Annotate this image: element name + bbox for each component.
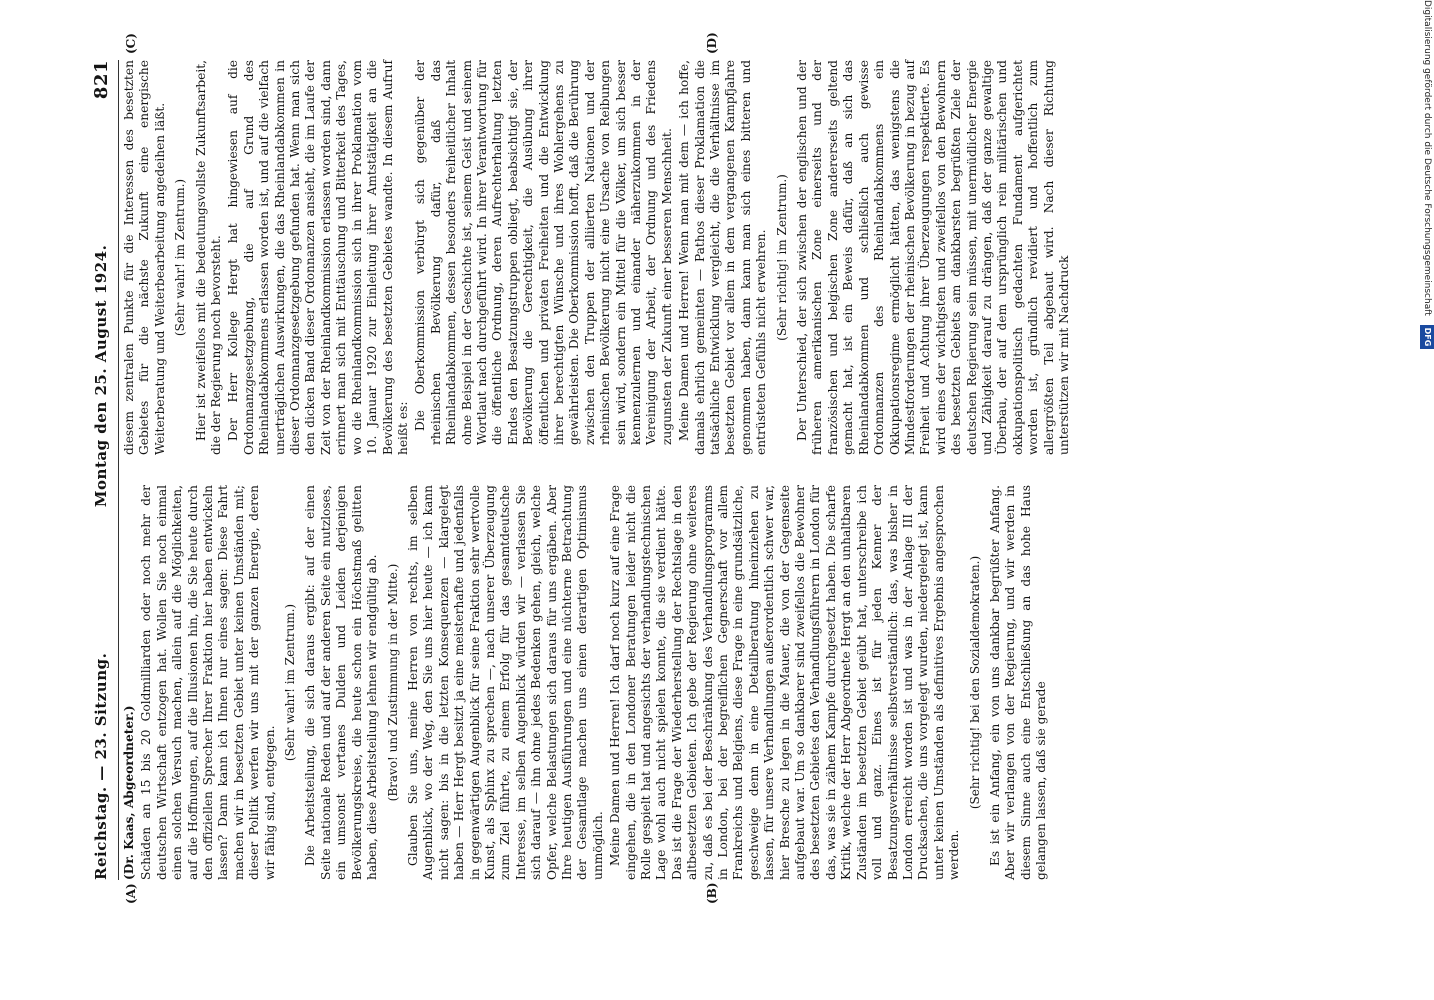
interjection: (Bravo! und Zustimmung in der Mitte.) — [385, 563, 400, 802]
paragraph: Meine Damen und Herren! Ich darf noch kurz auf eine Frage eingehen, die in den Londoner Beratungen leider nicht die Rolle gespielt hat und angesichts der verhandlungstechnischen Lage wohl auch nicht spielen konnte, die sie verdient hätte. Das ist die Frage der Wiederherstellung der Rechtslage in den altbesetzten Gebieten. Ich gebe der Regierung ohne weiteres zu, daß es bei der Beschränkung des Verhandlungsprogramms in London, bei der begreiflichen Gegnerschaft vor allem Frankreichs und Belgiens, diese Frage in eine grundsätzliche, geschweige denn in eine Detailberatung hineinziehen zu lassen, für unsere Verhandlungen außerordentlich schwer war, hier Bresche zu legen in die Mauer, die von der Gegenseite aufgebaut war. Um so dankbarer sind zweifellos die Bewohner des besetzten Gebietes den Verhandlungsführern in London für das, was sie in zähem Kampfe durchgesetzt haben. Die scharfe Kritik, welche der Herr Abgeordnete Hergt an den unhaltbaren Zuständen im besetzten Gebiet geübt hat, unterschreibe ich voll und ganz. Eines ist für jeden Kenner der Besatzungsverhältnisse selbstverständlich: das, was bisher in London erreicht worden ist und was in der Anlage III der Drucksachen, die uns vorgelegt wurden, niedergelegt ist, kann unter keinen Umständen als definitives Ergebnis angesprochen werden. — [608, 485, 962, 880]
interjection: (Sehr richtig! im Zentrum.) — [774, 174, 789, 341]
interjection: (Sehr richtig! bei den Sozialdemokraten.) — [967, 555, 982, 810]
paragraph: diesem zentralen Punkte für die Interessen des besetzten Gebietes für die nächste Zukunft eine energische Weiterberatung und Weiterbearbeitung angedeihen läßt. — [122, 60, 167, 455]
paragraph: Der Herr Kollege Hergt hat hingewiesen auf die Ordonnanzgesetzgebung, die auf Grund des Rheinlandabkommens erlassen worden ist, und auf die vielfach unerträglichen Auswirkungen, die das Rheinlandabkommen in dieser Ordonnanzgesetzgebung gefunden hat. Wenn man sich den dicken Band dieser Ordonnanzen ansieht, die im Laufe der Zeit von der Rheinlandkommission erlassen worden sind, dann erinnert man sich mit Enttäuschung und Bitterkeit des Tages, wo die Rheinlandkommission sich in ihrer Proklamation vom 10. Januar 1920 zur Einleitung ihrer Amtstätigkeit an die Bevölkerung des besetzten Gebietes wandte. In diesem Aufruf heißt es: — [226, 60, 410, 455]
paragraph: Es ist ein Anfang, ein von uns dankbar begrüßter Anfang. Aber wir verlangen von der Regierung, und wir werden in diesem Sinne auch eine Entschließung an das hohe Haus gelangen lassen, daß sie gerade — [987, 485, 1049, 880]
paragraph: Meine Damen und Herren! Wenn man mit dem — ich hoffe, damals ehrlich gemeinten — Pathos dieser Proklamation die tatsächliche Entwicklung vergleicht, die die Verhältnisse im besetzten Gebiet vor allem in dem vergangenen Kampfjahre genommen haben, dann kann man sich eines bitteren und entrüsteten Gefühls nicht erwehren. — [677, 60, 769, 455]
page-header — [86, 60, 116, 880]
quoted-proclamation: Die Oberkommission verbürgt sich gegenüber der rheinischen Bevölkerung dafür, daß das Rheinlandabkommen, dessen besonders freiheitlicher Inhalt ohne Beispiel in der Geschichte ist, seinem Geist und seinem Wortlaut nach durchgeführt wird. In ihrer Verantwortung für die öffentliche Ordnung, deren Aufrechterhaltung letzten Endes den Besatzungstruppen obliegt, beabsichtigt sie, der Bevölkerung die Gerechtigkeit, die Ausübung ihrer öffentlichen und privaten Freiheiten und die Entwicklung ihrer berechtigten Wünsche und ihres Wohlergehens zu gewährleisten. Die Oberkommission hofft, daß die Berührung zwischen den Truppen der alliierten Nationen und der rheinischen Bevölkerung nicht eine Ursache von Reibungen sein wird, sondern ein Mittel für die Völker, um sich besser kennenzulernen und einander näherzukommen in der Vereinigung der Arbeit, der Ordnung und des Friedens zugunsten der Zukunft einer besseren Menschheit. — [413, 60, 674, 445]
margin-marker-b: (B) — [705, 882, 719, 904]
header-date: Montag den 25. August 1924. — [92, 244, 110, 508]
paragraph: Der Unterschied, der sich zwischen der englischen und der früheren amerikanischen Zone einerseits und der französischen und belgischen Zone andererseits geltend gemacht hat, ist ein Beweis dafür, daß an sich das Rheinlandabkommen und schließlich auch gewisse Ordonnanzen des Rheinlandabkommens ein Okkupationsregime ermöglicht hätten, das wenigstens die Mindestforderungen der rheinischen Bevölkerung in bezug auf Freiheit und Achtung ihrer Überzeugungen respektierte. Es wird eines der wichtigsten und zweifellos von den Bewohnern des besetzten Gebiets am dankbarsten begrüßten Ziele der deutschen Regierung sein müssen, mit unermüdlicher Energie und Zähigkeit darauf zu drängen, daß der ganze gewaltige Überbau, der auf dem ursprünglich rein militärischen und okkupationspolitisch gedachten Fundament aufgerichtet worden ist, gründlich revidiert und hoffentlich zum allergrößten Teil abgebaut wird. Nach dieser Richtung unterstützen wir mit Nachdruck — [795, 60, 1071, 455]
margin-marker-a: (A) — [124, 883, 138, 904]
speaker-label — [122, 485, 137, 880]
left-column — [122, 485, 1052, 880]
margin-marker-d: (D) — [705, 32, 719, 54]
digitization-credit — [1420, 0, 1434, 1000]
paragraph: Hier ist zweifellos mit die bedeutungsvollste Zukunftsarbeit, die der Regierung noch bevorsteht. — [193, 60, 224, 455]
interjection: (Sehr wahr! im Zentrum.) — [173, 178, 188, 337]
dfg-logo: DFG — [1420, 325, 1434, 350]
right-column — [122, 60, 1074, 455]
paragraph: Glauben Sie uns, meine Herren von rechts, im selben Augenblick, wo der Weg, den Sie uns hier heute — ich kann nicht sagen: bis in die letzten Konsequenzen — klargelegt haben — Herr Hergt besitzt ja eine meisterhafte und jedenfalls in gegenwärtigen Augenblick für seine Fraktion sehr wertvolle Kunst, als Sphinx zu sprechen —, nach unserer Überzeugung zum Ziel führte, zu einem Erfolg für das gesamtdeutsche Interesse, im selben Augenblick würden wir — verlassen Sie sich darauf — ihn ohne jedes Bedenken gehen, gleich, welche Opfer, welche Belastungen sich daraus für uns ergäben. Aber Ihre heutigen Ausführungen und eine nüchterne Betrachtung der Gesamtlage machen uns einen derartigen Optimismus unmöglich. — [405, 485, 605, 880]
paragraph: Schäden an 15 bis 20 Goldmilliarden oder noch mehr der deutschen Wirtschaft entzogen hat. Wollen Sie noch einmal einen solchen Versuch machen, allein auf die Möglichkeiten, auf die Hoffnungen, auf die Illusionen hin, die Sie heute durch den offiziellen Sprecher Ihrer Fraktion hier haben entwickeln lassen? Dann kann ich Ihnen nur eines sagen: Diese Fahrt machen wir in besetzten Gebiet unter keinen Umständen mit; dieser Politik werfen wir uns mit der ganzen Energie, deren wir fähig sind, entgegen. — [139, 485, 277, 880]
credit-text: Digitalisierung gefördert durch die Deutsche Forschungsgemeinschaft — [1422, 0, 1432, 316]
page-number: 821 — [90, 60, 112, 100]
header-rule — [118, 60, 119, 880]
margin-marker-c: (C) — [124, 33, 138, 54]
interjection: (Sehr wahr! im Zentrum.) — [283, 603, 298, 762]
paragraph: Die Arbeitsteilung, die sich daraus ergibt: auf der einen Seite nationale Reden und auf der anderen Seite ein nutzloses, ein umsonst vertanes Dulden und Leiden derjenigen Bevölkerungskreise, die heute schon ein Höchstmaß gelitten haben, diese Arbeitsteilung lehnen wir endgültig ab. — [303, 485, 380, 880]
credit-line — [1420, 0, 1434, 1000]
speaker-name: (Dr. Kaas, Abgeordneter.) — [122, 705, 136, 880]
header-session: Reichstag. — 23. Sitzung. — [92, 652, 110, 880]
